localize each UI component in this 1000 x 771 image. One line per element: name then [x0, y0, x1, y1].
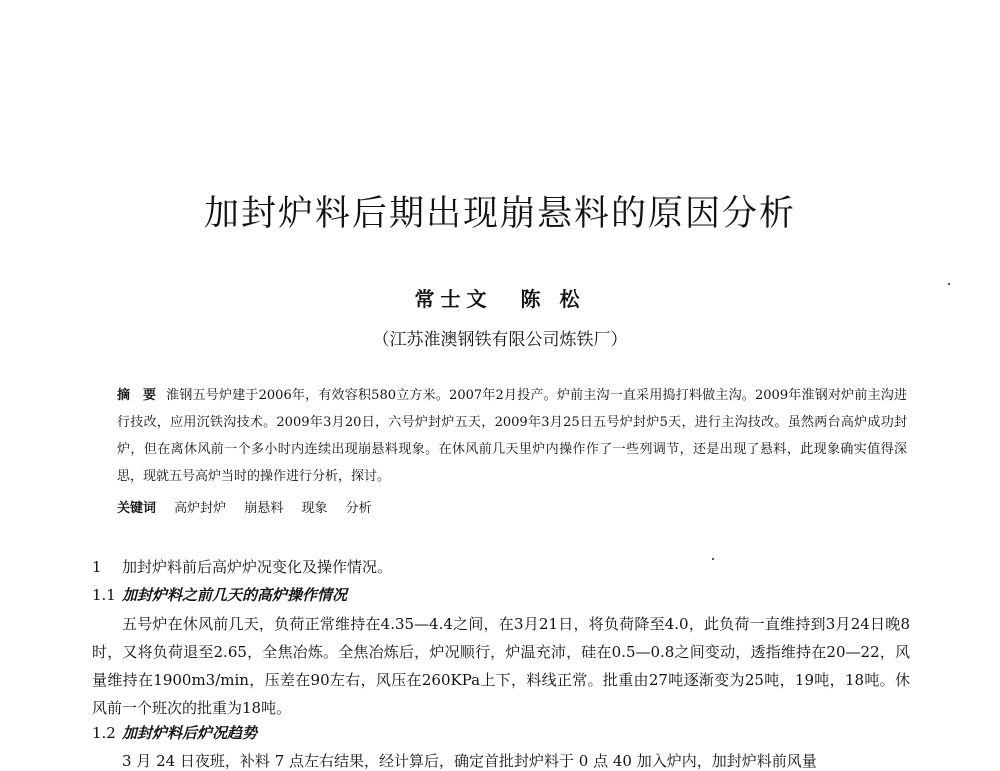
subsection-heading [92, 722, 257, 743]
cut-off-paragraph [122, 750, 817, 771]
author-name: 常士文 [414, 287, 493, 311]
section-title: 加封炉料之前几天的高炉操作情况 [122, 586, 348, 604]
abstract-text: 淮钢五号炉建于2006年，有效容积580立方米。2007年2月投产。炉前主沟一直采用捣打料做主沟。2009年淮钢对炉前主沟进行技改，应用沉铁沟技术。2009年3月20日，六号炉封炉五天，2009年3月25日五号炉封炉5天，进行主沟技改。虽然两台高炉成功封炉，但在离休风前一个多小时内连续出现崩悬料现象。在休风前几天里炉内操作作了一些列调节，还是出现了悬料，此现象确实值得深思，现就五号高炉当时的操作进行分析，探讨。 [117, 388, 907, 484]
keyword: 现象 [301, 501, 328, 516]
paper-title: 加封炉料后期出现崩悬料的原因分析 [203, 194, 796, 234]
author-name: 陈 松 [520, 287, 586, 311]
section-title: 加封炉料后炉况趋势 [122, 724, 258, 742]
paragraph-text: 3 月 24 日夜班，补料 7 点左右结果，经计算后，确定首批封炉料于 0 点 40 加入炉内，加封炉料前风量 [122, 752, 817, 770]
section-number: 1 [92, 558, 102, 576]
keywords-label: 关键词 [117, 501, 157, 516]
scan-speck [948, 283, 950, 285]
subsection-heading [92, 584, 347, 605]
abstract [117, 382, 907, 490]
body-paragraph [92, 610, 910, 722]
section-number: 1.1 [92, 586, 116, 604]
abstract-label: 摘 要 [117, 388, 161, 403]
keyword: 分析 [345, 501, 372, 516]
keywords [117, 497, 386, 516]
section-heading [92, 556, 392, 577]
affiliation: （江苏淮澳钢铁有限公司炼铁厂） [372, 330, 628, 350]
author-line [0, 283, 1000, 312]
keyword: 崩悬料 [244, 501, 284, 516]
section-number: 1.2 [92, 724, 116, 742]
scan-speck [712, 558, 714, 560]
keyword: 高炉封炉 [174, 501, 227, 516]
section-title: 加封炉料前后高炉炉况变化及操作情况。 [122, 558, 393, 576]
paragraph-text: 五号炉在休风前几天，负荷正常维持在4.35—4.4之间，在3月21日，将负荷降至4.0，此负荷一直维持到3月24日晚8时，又将负荷退至2.65，全焦冶炼。全焦冶炼后，炉况顺行，炉温充沛，硅在0.5—0.8之间变动，透指维持在20—22，风量维持在1900m3/min，压差在90左右，风压在260KPa上下，料线正常。批重由27吨逐渐变为25吨，19吨，18吨。休风前一个班次的批重为18吨。 [92, 615, 910, 717]
